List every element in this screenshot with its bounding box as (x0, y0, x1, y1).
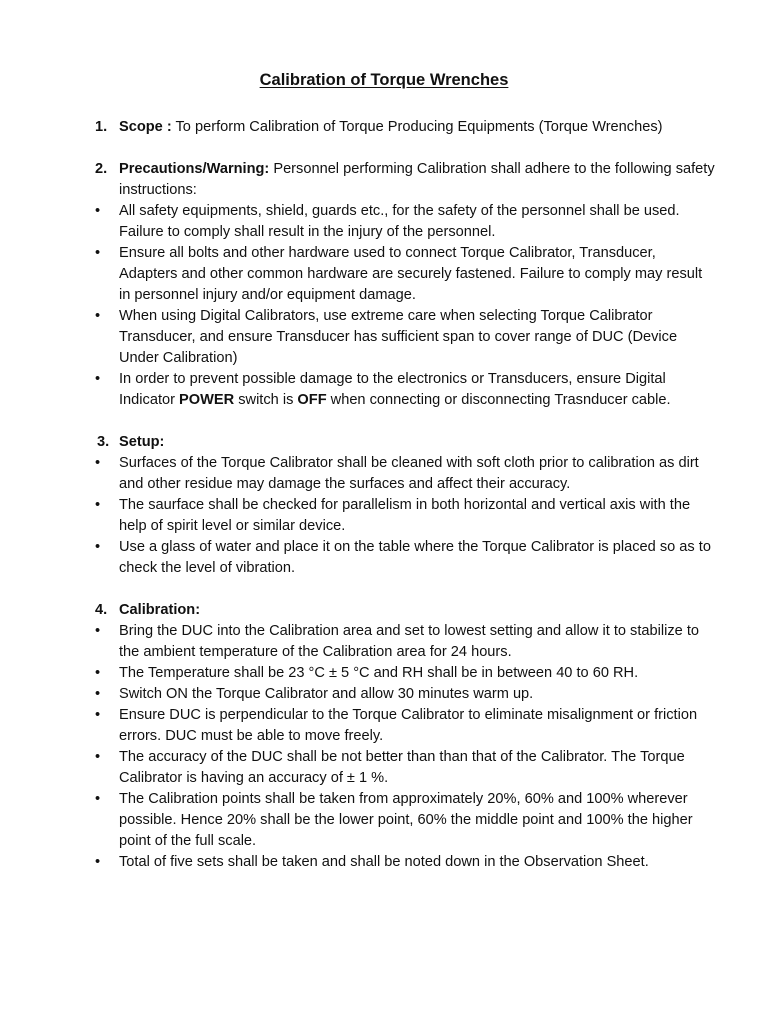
list-item: • Ensure DUC is perpendicular to the Torque Calibrator to eliminate misalignment or friction errors. DUC must be able to move freely. (95, 705, 715, 747)
list-item: • Switch ON the Torque Calibrator and allow 30 minutes warm up. (95, 684, 715, 705)
list-item: • The saurface shall be checked for parallelism in both horizontal and vertical axis with the help of spirit level or similar device. (95, 495, 715, 537)
calibration-heading: Calibration: (119, 602, 201, 618)
precautions-heading: Precautions/Warning: (119, 161, 270, 177)
list-item: • The accuracy of the DUC shall be not better than than that of the Calibrator. The Torque Calibrator is having an accuracy of ± 1 %. (95, 747, 715, 789)
section-precautions (95, 159, 715, 411)
calibration-number: 4. (95, 602, 108, 618)
setup-list (95, 453, 715, 579)
setup-number: 3. (97, 434, 110, 450)
scope-paragraph (95, 117, 715, 138)
section-calibration (95, 600, 715, 873)
list-item (95, 369, 715, 411)
precautions-paragraph (95, 159, 715, 201)
list-item: • The Calibration points shall be taken from approximately 20%, 60% and 100% wherever possible. Hence 20% shall be the lower point, 60% the middle point and 100% the higher point of the full scale. (95, 789, 715, 852)
document-title: Calibration of Torque Wrenches (259, 71, 509, 89)
precautions-list (95, 201, 715, 411)
list-item: • Use a glass of water and place it on the table where the Torque Calibrator is placed so as to check the level of vibration. (95, 537, 715, 579)
calibration-heading-line (95, 600, 715, 621)
calibration-list (95, 621, 715, 873)
power-label: POWER (179, 392, 235, 408)
scope-number: 1. (95, 119, 108, 135)
list-item: • All safety equipments, shield, guards etc., for the safety of the personnel shall be used. Failure to comply shall result in the injury of the personnel. (95, 201, 715, 243)
off-label: OFF (297, 392, 327, 408)
precautions-number: 2. (95, 161, 108, 177)
list-item: • When using Digital Calibrators, use extreme care when selecting Torque Calibrator Transducer, and ensure Transducer has sufficient span to cover range of DUC (Device Under Calibration) (95, 306, 715, 369)
document-body (95, 117, 715, 873)
setup-heading: Setup: (119, 434, 165, 450)
precautions-text: Personnel performing Calibration shall adhere to the following safety instructions: (119, 161, 715, 198)
list-item: • Ensure all bolts and other hardware used to connect Torque Calibrator, Transducer, Adapters and other common hardware are securely fastened. Failure to comply may result in personnel injury and/or equipment damage. (95, 243, 715, 306)
scope-text: To perform Calibration of Torque Producing Equipments (Torque Wrenches) (171, 119, 663, 135)
power-warning-text-3: when connecting or disconnecting Trasnducer cable. (326, 392, 671, 408)
setup-heading-line (95, 432, 715, 453)
list-item: • The Temperature shall be 23 °C ± 5 °C and RH shall be in between 40 to 60 RH. (95, 663, 715, 684)
scope-heading: Scope : (119, 119, 172, 135)
power-warning-text-1: In order to prevent possible damage to the electronics or Transducers, ensure Digital Indicator (119, 371, 666, 408)
list-item: • Bring the DUC into the Calibration area and set to lowest setting and allow it to stabilize to the ambient temperature of the Calibration area for 24 hours. (95, 621, 715, 663)
section-setup (95, 432, 715, 579)
power-warning-text-2: switch is (234, 392, 298, 408)
section-scope (95, 117, 715, 138)
list-item: • Total of five sets shall be taken and shall be noted down in the Observation Sheet. (95, 852, 715, 873)
list-item: • Surfaces of the Torque Calibrator shall be cleaned with soft cloth prior to calibration as dirt and other residue may damage the surfaces and affect their accuracy. (95, 453, 715, 495)
